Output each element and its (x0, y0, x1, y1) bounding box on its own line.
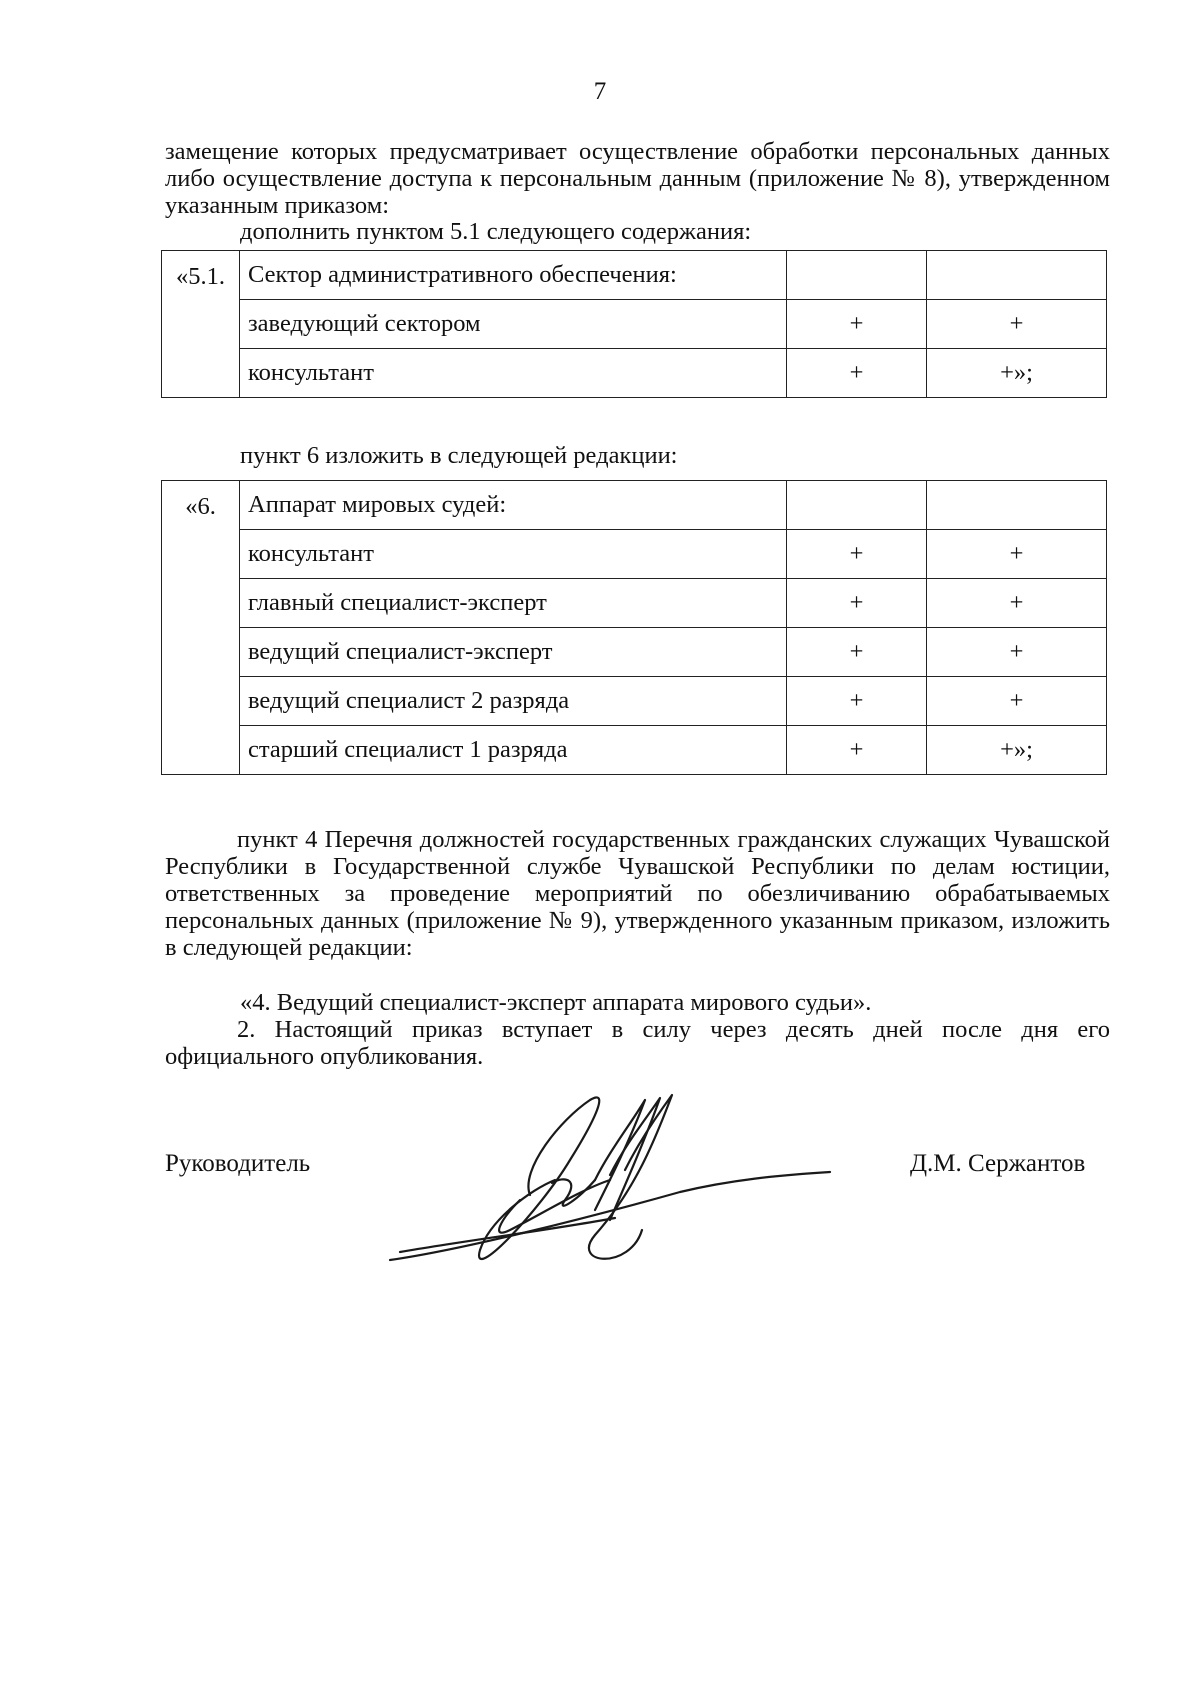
table-row (162, 628, 1107, 677)
access-mark-2 (927, 251, 1107, 300)
table-section-6 (161, 480, 1107, 775)
access-mark-1: + (787, 628, 927, 677)
intro-instruction: дополнить пунктом 5.1 следующего содержания: (240, 218, 752, 245)
paragraph-effective: 2. Настоящий приказ вступает в силу через десять дней после дня его официального опубликования. (165, 1016, 1110, 1070)
table-row (162, 579, 1107, 628)
access-mark-1 (787, 481, 927, 530)
position-name: консультант (240, 530, 787, 579)
access-mark-1: + (787, 300, 927, 349)
access-mark-2: + (927, 530, 1107, 579)
intro-paragraph: замещение которых предусматривает осуществление обработки персональных данных либо осуществление доступа к персональным данным (приложение № 8), утвержденном указанным приказом: (165, 138, 1110, 219)
access-mark-1: + (787, 677, 927, 726)
access-mark-2: + (927, 579, 1107, 628)
table-row (162, 300, 1107, 349)
position-name: старший специалист 1 разряда (240, 726, 787, 775)
position-name: заведующий сектором (240, 300, 787, 349)
position-name: главный специалист-эксперт (240, 579, 787, 628)
access-mark-2: + (927, 628, 1107, 677)
paragraph-item-4: пункт 4 Перечня должностей государственных гражданских служащих Чувашской Республики в Государственной службе Чувашской Республики по делам юстиции, ответственных за проведение мероприятий по обезличиванию обрабатываемых персональных данных (приложение № 9), утвержденного указанным приказом, изложить в следующей редакции: (165, 826, 1110, 961)
signer-name: Д.М. Сержантов (910, 1150, 1086, 1177)
position-name: ведущий специалист 2 разряда (240, 677, 787, 726)
access-mark-2: + (927, 300, 1107, 349)
table-row (162, 251, 1107, 300)
access-mark-1: + (787, 726, 927, 775)
section-number: «6. (162, 481, 240, 775)
position-name: Сектор административного обеспечения: (240, 251, 787, 300)
table-section-5-1 (161, 250, 1107, 398)
position-name: консультант (240, 349, 787, 398)
section-number: «5.1. (162, 251, 240, 398)
access-mark-2: + (927, 677, 1107, 726)
page-number: 7 (593, 78, 607, 105)
middle-instruction: пункт 6 изложить в следующей редакции: (240, 442, 678, 469)
table-row (162, 349, 1107, 398)
paragraph-quote: «4. Ведущий специалист-эксперт аппарата мирового судьи». (240, 989, 872, 1016)
access-mark-1 (787, 251, 927, 300)
position-name: Аппарат мировых судей: (240, 481, 787, 530)
access-mark-2 (927, 481, 1107, 530)
table-row (162, 726, 1107, 775)
signer-position: Руководитель (165, 1150, 311, 1177)
access-mark-2: +»; (927, 349, 1107, 398)
access-mark-1: + (787, 349, 927, 398)
access-mark-2: +»; (927, 726, 1107, 775)
table-row (162, 677, 1107, 726)
access-mark-1: + (787, 579, 927, 628)
table-row (162, 530, 1107, 579)
handwritten-signature-icon (380, 1080, 850, 1290)
access-mark-1: + (787, 530, 927, 579)
table-row (162, 481, 1107, 530)
position-name: ведущий специалист-эксперт (240, 628, 787, 677)
